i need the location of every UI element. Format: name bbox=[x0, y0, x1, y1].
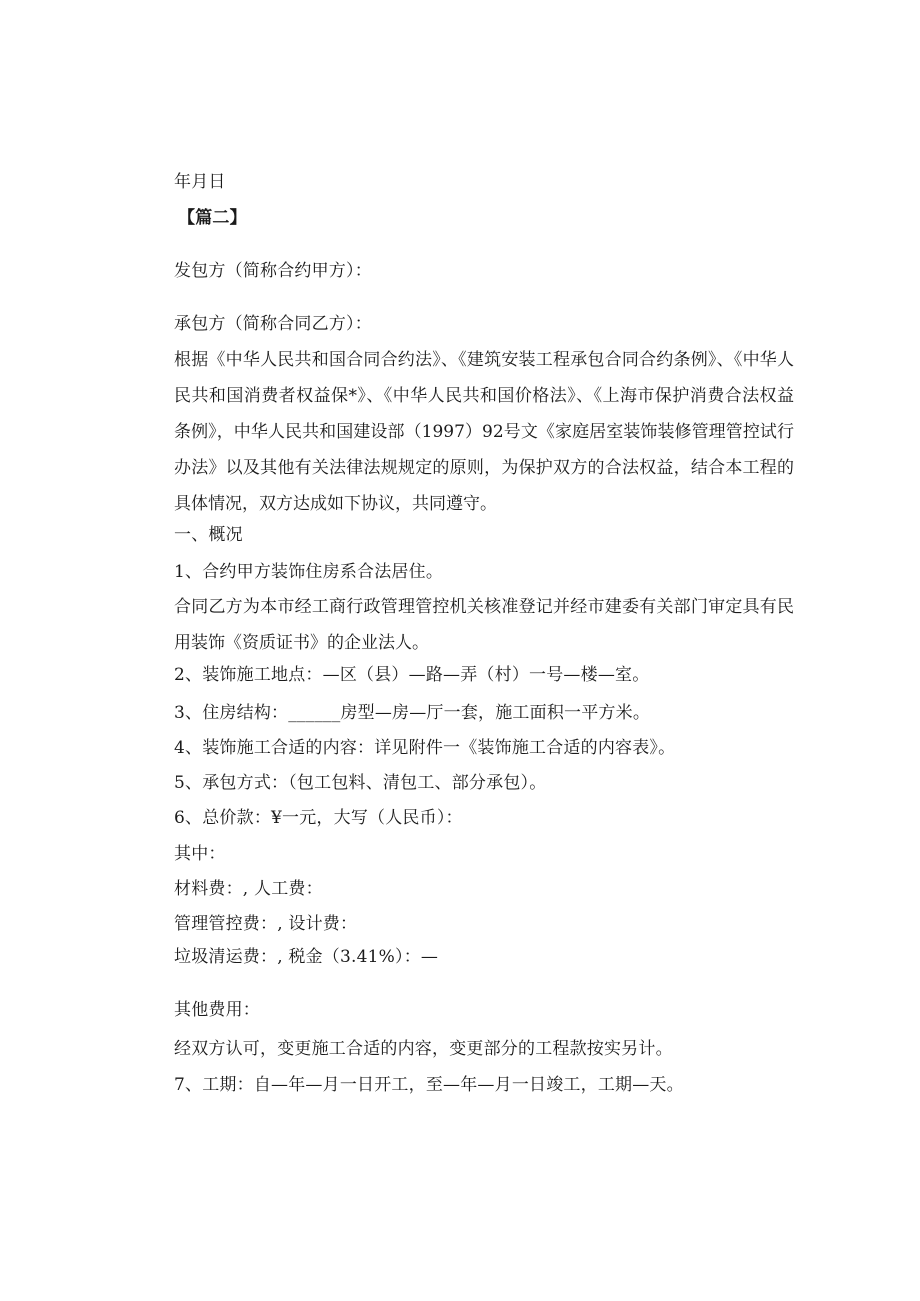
clause-1-note: 合同乙方为本市经工商行政管理管控机关核准登记并经市建委有关部门审定具有民用装饰《资质证书》的企业法人。 bbox=[174, 597, 794, 653]
date-line: 年月日 bbox=[174, 172, 226, 192]
among-label: 其中： bbox=[174, 844, 226, 864]
clause-6: 6、总价款：¥一元，大写（人民币）： bbox=[174, 808, 463, 828]
fee-line-management-design: 管理管控费：, 设计费： bbox=[174, 914, 358, 934]
clause-2: 2、装饰施工地点：—区（县）—路—弄（村）一号—楼—室。 bbox=[174, 665, 650, 685]
party-b-line: 承包方（简称合同乙方）： bbox=[174, 314, 372, 334]
fee-line-waste-tax: 垃圾清运费：, 税金（3.41%）：— bbox=[174, 947, 439, 967]
section-title: 【篇二】 bbox=[178, 208, 247, 228]
other-fees-label: 其他费用： bbox=[174, 1000, 260, 1020]
clause-3: 3、住房结构：______房型—房—厅一套，施工面积一平方米。 bbox=[174, 703, 651, 723]
clause-5: 5、承包方式：（包工包料、清包工、部分承包）。 bbox=[174, 773, 547, 793]
section-heading-overview: 一、概况 bbox=[174, 525, 243, 545]
clause-7: 7、工期：自—年—月一日开工，至—年—月一日竣工，工期—天。 bbox=[174, 1075, 684, 1095]
other-fees-note: 经双方认可，变更施工合适的内容，变更部分的工程款按实另计。 bbox=[174, 1039, 673, 1059]
party-a-line: 发包方（简称合约甲方）： bbox=[174, 261, 372, 281]
clause-4: 4、装饰施工合适的内容：详见附件一《装饰施工合适的内容表》。 bbox=[174, 738, 676, 758]
fee-line-materials-labor: 材料费：, 人工费： bbox=[174, 879, 323, 899]
preamble-paragraph: 根据《中华人民共和国合同合约法》、《建筑安装工程承包合同合约条例》、《中华人民共和国消费者权益保*》、《中华人民共和国价格法》、《上海市保护消费合法权益条例》，中华人民共和国建设部（1997）92号文《家庭居室装饰装修管理管控试行办法》以及其他有关法律法规规定的原则，为保护双方的合法权益，结合本工程的具体情况，双方达成如下协议，共同遵守。 bbox=[174, 350, 794, 514]
clause-1: 1、合约甲方装饰住房系合法居住。 bbox=[174, 562, 444, 582]
